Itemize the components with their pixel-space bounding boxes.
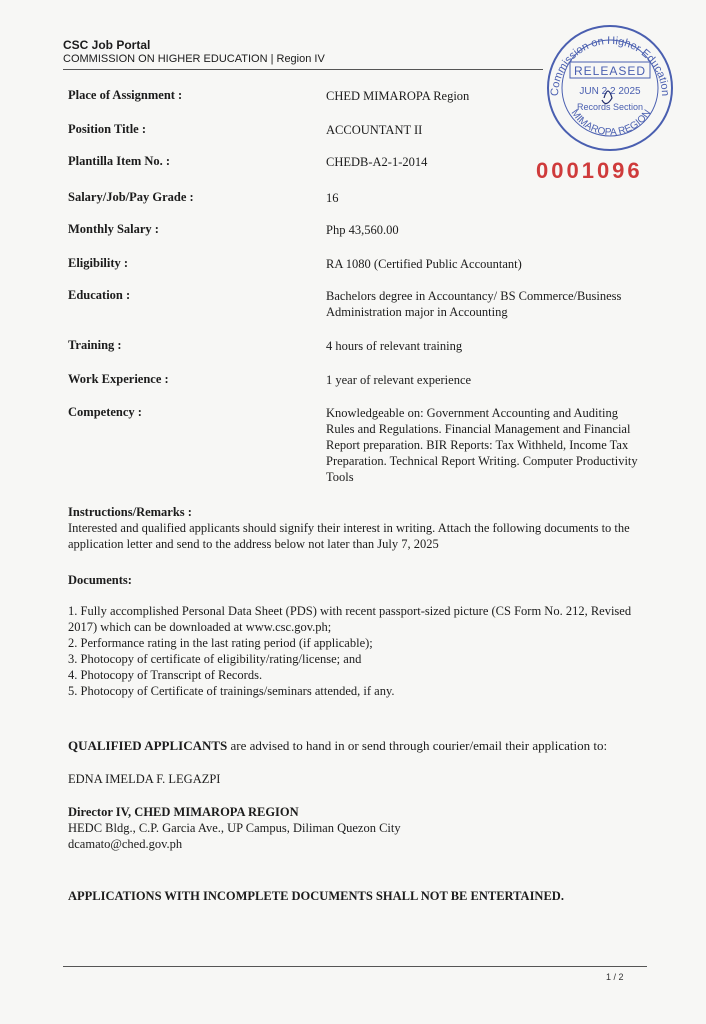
field-value: 1 year of relevant experience: [326, 373, 472, 387]
qualified-applicants-note: [68, 738, 648, 754]
field-value: CHEDB-A2-1-2014: [326, 155, 428, 169]
field-value: 16: [326, 191, 339, 205]
documents-heading: [68, 572, 648, 588]
list-item: 4. Photocopy of Transcript of Records.: [68, 668, 263, 682]
field-label: Eligibility :: [68, 256, 129, 270]
qualified-rest: are advised to hand in or send through courier/email their application to:: [227, 738, 608, 753]
field-label: Plantilla Item No. :: [68, 154, 171, 168]
contact-name: EDNA IMELDA F. LEGAZPI: [68, 772, 221, 786]
portal-title: CSC Job Portal: [63, 38, 151, 52]
list-item: 1. Fully accomplished Personal Data Sheet (PDS) with recent passport-sized picture (CS Form No. 212, Revised 2017) which can be downloaded at www.csc.gov.ph;: [68, 604, 632, 634]
documents-heading-text: Documents:: [68, 573, 132, 587]
field-label: Position Title :: [68, 122, 147, 136]
contact-position: Director IV, CHED MIMAROPA REGION: [68, 805, 299, 819]
list-item: 3. Photocopy of certificate of eligibility/rating/license; and: [68, 652, 362, 666]
footer-divider: [63, 966, 647, 967]
field-value: 4 hours of relevant training: [326, 339, 463, 353]
instructions-text: Interested and qualified applicants should signify their interest in writing. Attach the following documents to the application letter and send to the address below not later than July 7, 2025: [68, 521, 630, 551]
header-divider: [63, 69, 543, 70]
field-value: Php 43,560.00: [326, 223, 399, 237]
field-value: Knowledgeable on: Government Accounting and Auditing Rules and Regulations. Financial Management and Financial Report preparation. BIR Reports: Tax Withheld, Income Tax Preparation. Technical Report Writing. Computer Productivity Tools: [326, 406, 638, 484]
field-label: Education :: [68, 288, 131, 302]
svg-text:Records Section: Records Section: [576, 102, 644, 112]
svg-text:MIMAROPA REGION: MIMAROPA REGION: [568, 107, 654, 139]
field-label: Training :: [68, 338, 122, 352]
field-value: RA 1080 (Certified Public Accountant): [326, 257, 522, 271]
svg-text:RELEASED: RELEASED: [573, 64, 647, 78]
contact-email: dcamato@ched.gov.ph: [68, 837, 183, 851]
field-value: CHED MIMAROPA Region: [326, 89, 470, 103]
control-number: 0001096: [536, 158, 643, 183]
instructions-section: [68, 504, 648, 552]
list-item: 2. Performance rating in the last rating period (if applicable);: [68, 636, 373, 650]
field-value: ACCOUNTANT II: [326, 123, 423, 137]
field-value: Bachelors degree in Accountancy/ BS Commerce/Business Administration major in Accounting: [326, 289, 622, 319]
svg-text:Commission on Higher Education: Commission on Higher Education: [548, 34, 672, 97]
contact-block: [68, 804, 648, 852]
field-label: Salary/Job/Pay Grade :: [68, 190, 194, 204]
contact-address: HEDC Bldg., C.P. Garcia Ave., UP Campus, Diliman Quezon City: [68, 821, 401, 835]
list-item: 5. Photocopy of Certificate of trainings/seminars attended, if any.: [68, 684, 395, 698]
incomplete-documents-warning: APPLICATIONS WITH INCOMPLETE DOCUMENTS SHALL NOT BE ENTERTAINED.: [68, 889, 564, 903]
documents-list: [68, 603, 648, 699]
field-label: Work Experience :: [68, 372, 169, 386]
field-label: Place of Assignment :: [68, 88, 183, 102]
svg-text:JUN 2 2 2025: JUN 2 2 2025: [579, 86, 641, 97]
qualified-lead: QUALIFIED APPLICANTS: [68, 738, 228, 753]
instructions-heading: Instructions/Remarks :: [68, 505, 192, 519]
page-number: 1 / 2: [606, 972, 624, 982]
agency-subtitle: COMMISSION ON HIGHER EDUCATION | Region IV: [63, 53, 325, 65]
field-label: Competency :: [68, 405, 142, 419]
field-label: Monthly Salary :: [68, 222, 159, 236]
